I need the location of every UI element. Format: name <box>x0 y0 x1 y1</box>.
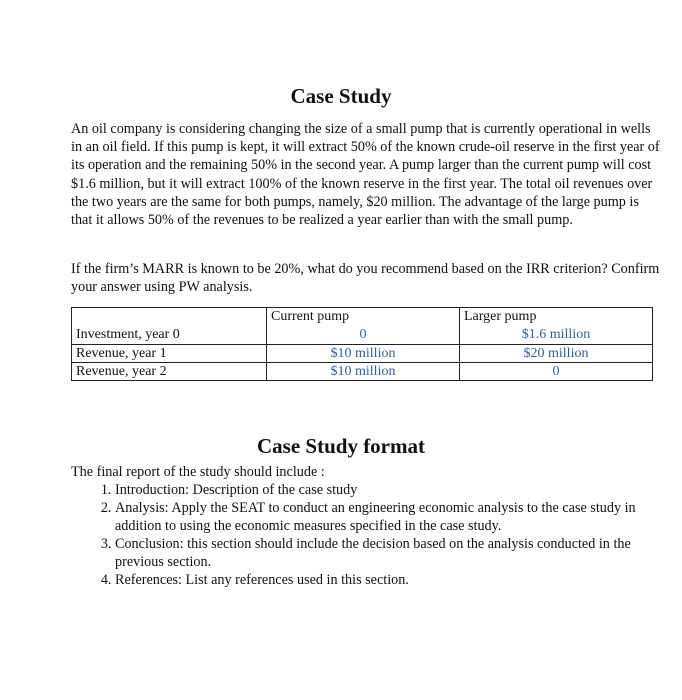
cell-value: $20 million <box>460 345 653 363</box>
pump-comparison-table <box>71 307 653 381</box>
row-label: Revenue, year 1 <box>72 345 267 363</box>
question-paragraph: If the firm’s MARR is known to be 20%, what do you recommend based on the IRR criterion? Confirm your answer using PW analysis. <box>71 261 660 296</box>
list-item: 2. Analysis: Apply the SEAT to conduct an engineering economic analysis to the case study in addition to using the economic measures specified in the case study. <box>115 499 681 535</box>
table-row <box>72 345 653 363</box>
table-cell <box>267 308 460 345</box>
case-study-title: Case Study <box>290 84 392 108</box>
format-list <box>92 481 681 589</box>
format-intro: The final report of the study should include : <box>71 464 325 480</box>
column-header: Current pump <box>271 309 350 324</box>
list-item: 4. References: List any references used in this section. <box>115 571 681 589</box>
cell-value: $1.6 million <box>521 327 591 342</box>
column-header: Larger pump <box>464 309 537 324</box>
row-label: Revenue, year 2 <box>72 363 267 381</box>
list-item: 3. Conclusion: this section should include the decision based on the analysis conducted in the previous section. <box>115 535 681 571</box>
format-title: Case Study format <box>257 434 425 458</box>
table-cell <box>72 308 267 345</box>
cell-value: 0 <box>460 363 653 381</box>
cell-value: $10 million <box>267 345 460 363</box>
problem-paragraph: An oil company is considering changing the size of a small pump that is currently operational in wells in an oil field. If this pump is kept, it will extract 50% of the known crude-oil reserve in the first year of its operation and the remaining 50% in the second year. A pump larger than the current pump will cost $1.6 million, but it will extract 100% of the known reserve in the first year. The total oil revenues over the two years are the same for both pumps, namely, $20 million. The advantage of the large pump is that it allows 50% of the revenues to be realized a year earlier than with the small pump. <box>71 121 660 229</box>
table-row <box>72 308 653 345</box>
cell-value: 0 <box>359 327 367 342</box>
list-item: 1. Introduction: Description of the case study <box>115 481 681 499</box>
row-label: Investment, year 0 <box>76 327 180 342</box>
table-cell <box>460 308 653 345</box>
cell-value: $10 million <box>267 363 460 381</box>
table-row <box>72 363 653 381</box>
